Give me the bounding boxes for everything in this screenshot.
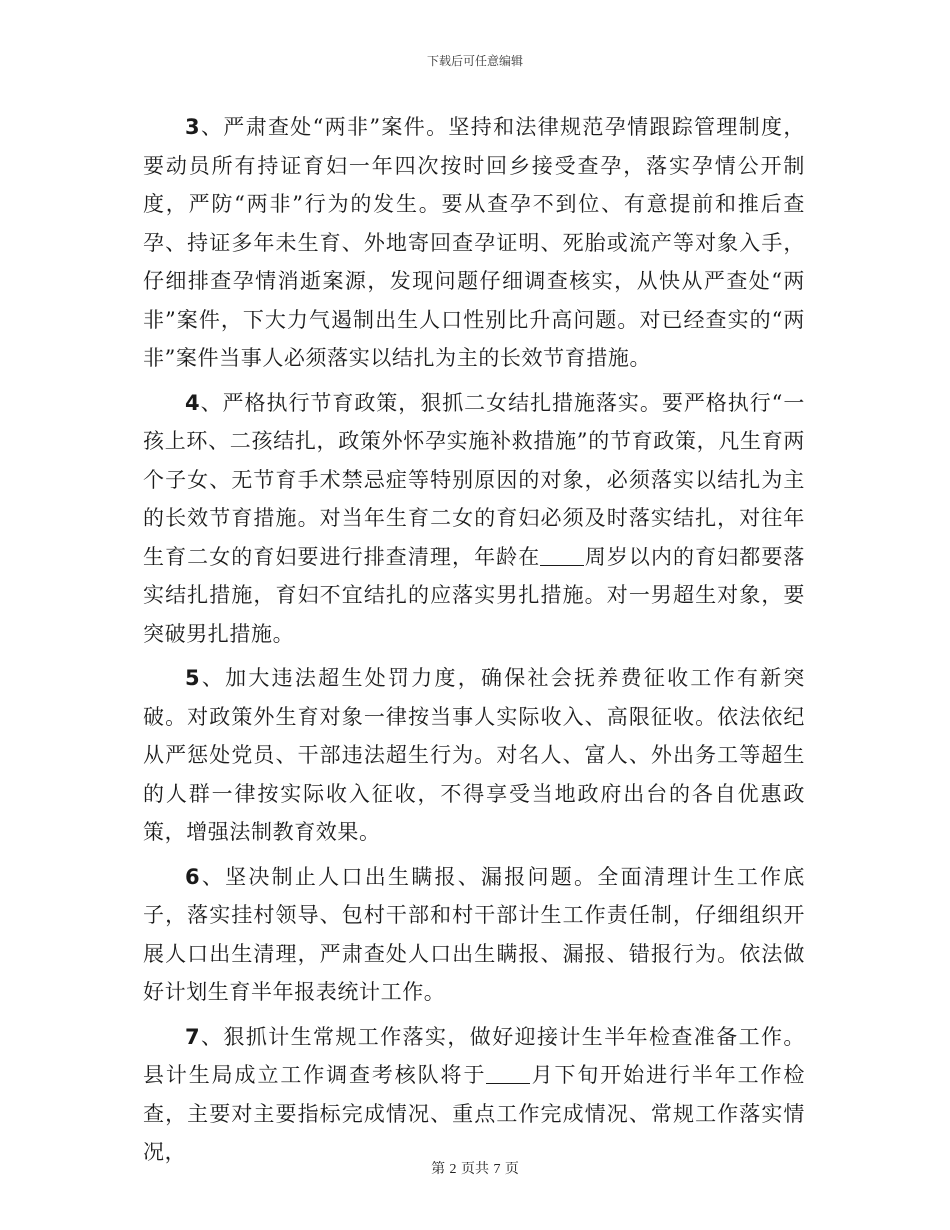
item-number: 5 <box>185 666 201 690</box>
header-text: 下载后可任意编辑 <box>426 54 523 68</box>
page-total: 7 <box>493 1162 501 1177</box>
paragraph-6 <box>143 858 805 1012</box>
document-body <box>143 108 805 1172</box>
item-number: 4 <box>185 390 201 415</box>
paragraph-text: 、严格执行节育政策，狠抓二女结扎措施落实。要严格执行“一孩上环、二孩结扎，政策外怀孕实施补救措施”的节育政策，凡生育两个子女、无节育手术禁忌症等特别原因的对象，必须落实以结扎为主的长效节育措施。对当年生育二女的育妇必须及时落实结扎，对往年生育二女的育妇要进行排查清理，年龄在 <box>143 390 805 569</box>
fill-in-blank <box>540 544 584 566</box>
paragraph-3 <box>143 108 805 378</box>
item-number: 3 <box>185 115 201 139</box>
paragraph-text: 、坚决制止人口出生瞒报、漏报问题。全面清理计生工作底子，落实挂村领导、包村干部和村干部计生工作责任制，仔细组织开展人口出生清理，严肃查处人口出生瞒报、漏报、错报行为。依法做好计划生育半年报表统计工作。 <box>143 864 805 1004</box>
page-footer <box>0 1158 950 1178</box>
paragraph-4 <box>143 384 805 654</box>
paragraph-5 <box>143 659 805 852</box>
paragraph-text: 、狠抓计生常规工作落实，做好迎接计生半年检查准备工作。县计生局成立工作调查考核队将于 <box>143 1024 805 1087</box>
footer-middle: 页共 <box>456 1161 494 1177</box>
item-number: 7 <box>185 1024 201 1049</box>
paragraph-text-continued: 月下旬开始进行半年工作检查，主要对主要指标完成情况、重点工作完成情况、常规工作落实情况， <box>143 1063 806 1164</box>
paragraph-text: 、严肃查处“两非”案件。坚持和法律规范孕情跟踪管理制度，要动员所有持证育妇一年四次按时回乡接受查孕，落实孕情公开制度，严防“两非”行为的发生。要从查孕不到位、有意提前和推后查孕、持证多年未生育、外地寄回查孕证明、死胎或流产等对象入手，仔细排查孕情消逝案源，发现问题仔细调查核实，从快从严查处“两非”案件，下大力气遏制出生人口性别比升高问题。对已经查实的“两非”案件当事人必须落实以结扎为主的长效节育措施。 <box>143 115 805 370</box>
page-header <box>0 52 950 69</box>
page-number: 2 <box>449 1162 457 1177</box>
footer-suffix: 页 <box>500 1161 519 1177</box>
item-number: 6 <box>185 864 201 889</box>
paragraph-text-continued: 周岁以内的育妇都要落实结扎措施，育妇不宜结扎的应落实男扎措施。对一男超生对象，要突破男扎措施。 <box>143 544 805 646</box>
fill-in-blank <box>486 1062 530 1084</box>
paragraph-text: 、加大违法超生处罚力度，确保社会抚养费征收工作有新突破。对政策外生育对象一律按当事人实际收入、高限征收。依法依纪从严惩处党员、干部违法超生行为。对名人、富人、外出务工等超生的人群一律按实际收入征收，不得享受当地政府出台的各自优惠政策，增强法制教育效果。 <box>143 666 805 844</box>
footer-prefix: 第 <box>431 1161 450 1177</box>
paragraph-7 <box>143 1018 805 1172</box>
